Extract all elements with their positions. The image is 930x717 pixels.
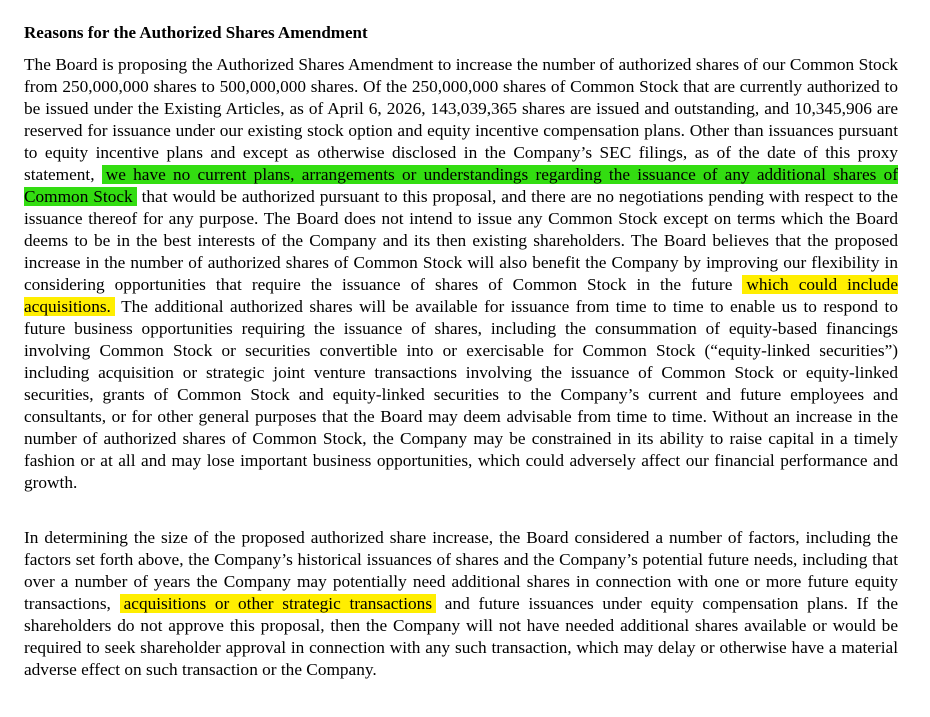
green-highlight-no-current-plans: we have no current plans, arrangements or understandings regarding the issuance of any additional shares of Common Stock [24,165,898,206]
paragraph-2-text-b: and future issuances under equity compensation plans. If the shareholders do not approve this proposal, then the Company will not have needed additional shares available or would be required to seek shareholder approval in connection with any such transaction, which may delay or otherwise have a material adverse effect on such transaction or the Company. [24,594,898,679]
yellow-highlight-acquisitions: which could include acquisitions. [24,275,898,316]
section-heading: Reasons for the Authorized Shares Amendment [24,23,368,42]
paragraph-2-text-a: In determining the size of the proposed authorized share increase, the Board considered a number of factors, including the factors set forth above, the Company’s historical issuances of shares and the Company’s potential future needs, including that over a number of years the Company may potentially need additional shares in connection with one or more future equity transactions, [24,528,898,613]
paragraph-1 [24,54,898,494]
yellow-highlight-strategic-transactions: acquisitions or other strategic transactions [120,594,436,613]
paragraph-1-text-c: The additional authorized shares will be available for issuance from time to time to enable us to respond to future business opportunities requiring the issuance of shares, including the consummation of equity-based financings involving Common Stock or securities convertible into or exercisable for Common Stock (“equity-linked securities”) including acquisition or strategic joint venture transactions involving the issuance of Common Stock or equity-linked securities, grants of Common Stock and equity-linked securities to the Company’s current and future employees and consultants, or for other general purposes that the Board may deem advisable from time to time. Without an increase in the number of authorized shares of Common Stock, the Company may be constrained in its ability to raise capital in a timely fashion or at all and may lose important business opportunities, which could adversely affect our financial performance and growth. [24,297,898,492]
paragraph-1-text-a: The Board is proposing the Authorized Shares Amendment to increase the number of authorized shares of our Common Stock from 250,000,000 shares to 500,000,000 shares. Of the 250,000,000 shares of Common Stock that are currently authorized to be issued under the Existing Articles, as of April 6, 2026, 143,039,365 shares are issued and outstanding, and 10,345,906 are reserved for issuance under our existing stock option and equity incentive compensation plans. Other than issuances pursuant to equity incentive plans and except as otherwise disclosed in the Company’s SEC filings, as of the date of this proxy statement, [24,55,898,184]
paragraph-2 [24,527,898,681]
paragraph-1-text-b: that would be authorized pursuant to this proposal, and there are no negotiations pending with respect to the issuance thereof for any purpose. The Board does not intend to issue any Common Stock except on terms which the Board deems to be in the best interests of the Company and its then existing shareholders. The Board believes that the proposed increase in the number of authorized shares of Common Stock will also benefit the Company by improving our flexibility in considering opportunities that require the issuance of shares of Common Stock in the future [24,187,898,294]
